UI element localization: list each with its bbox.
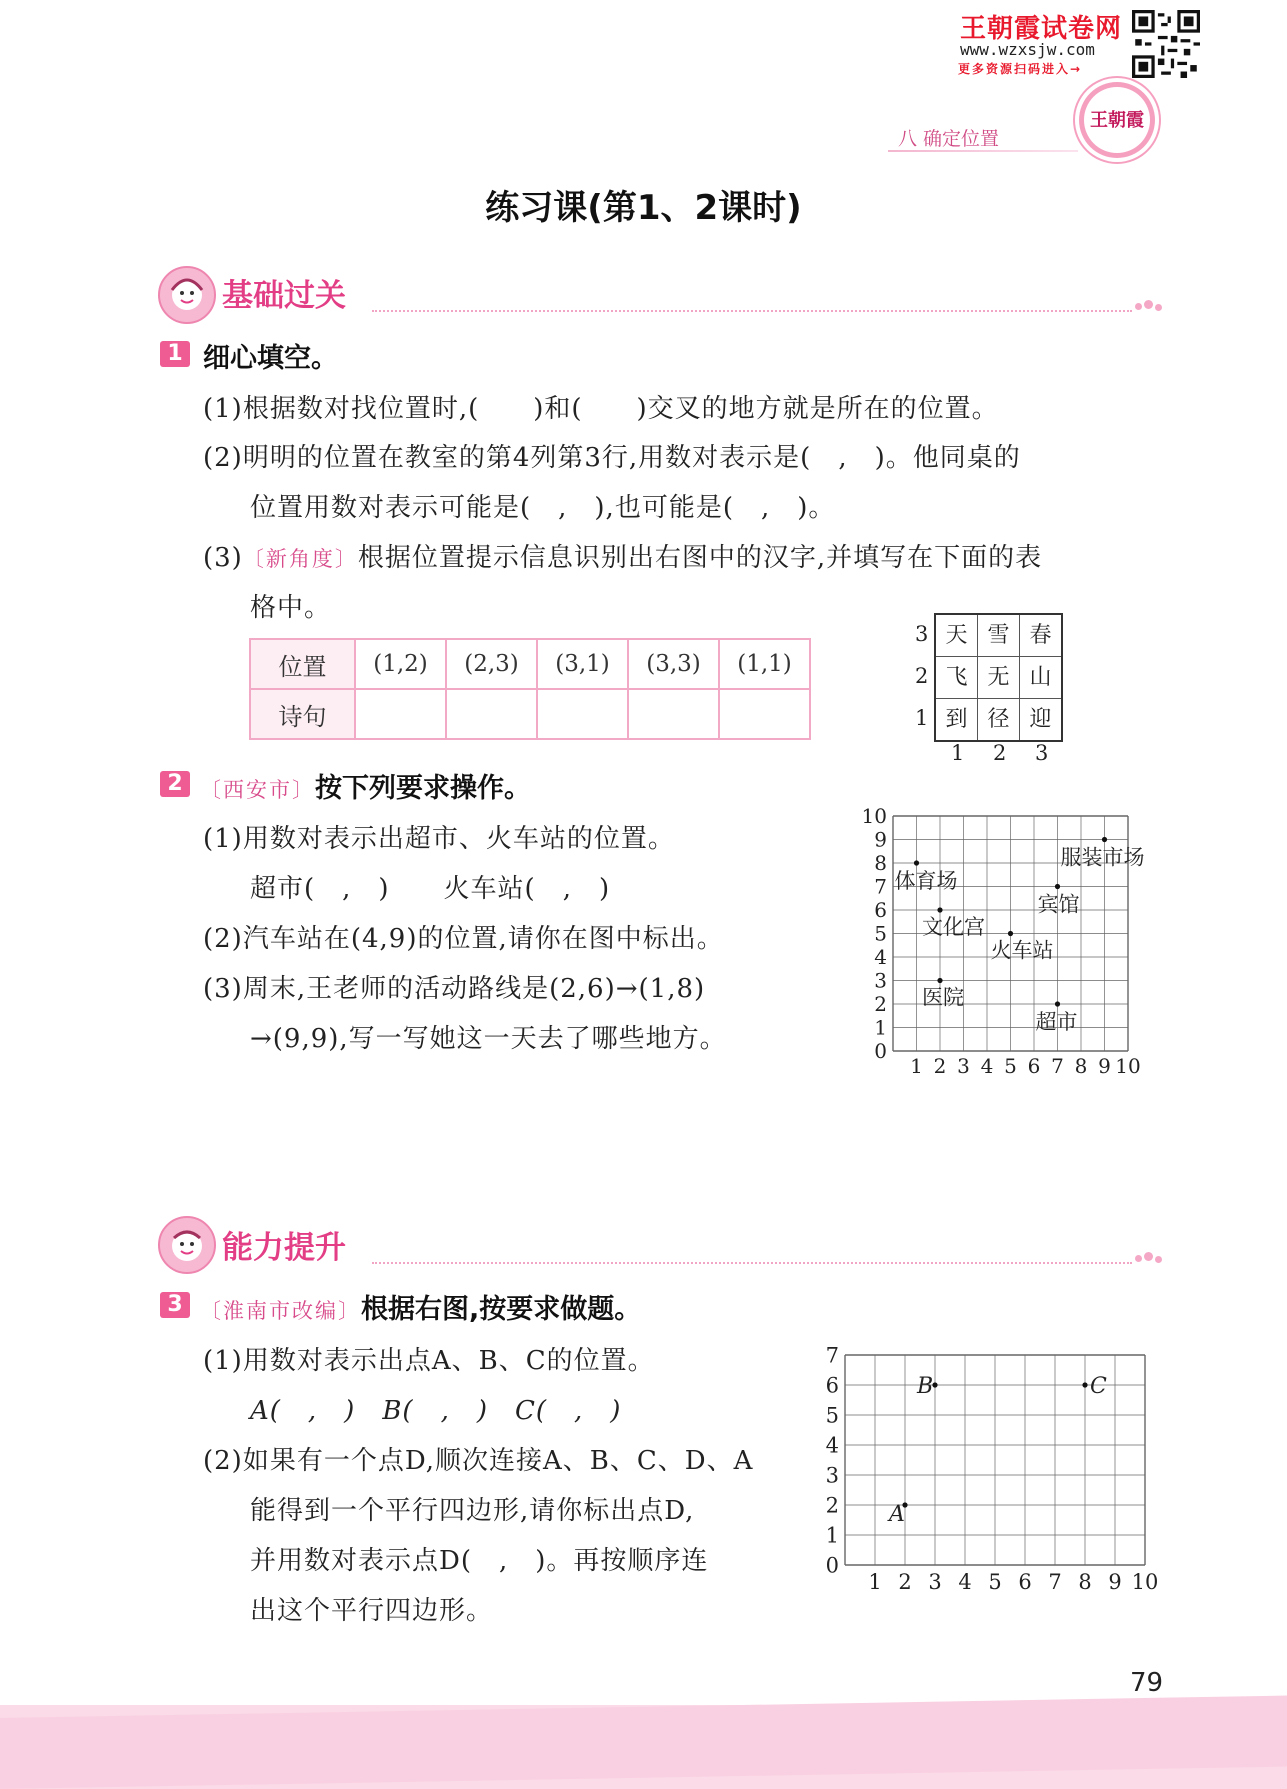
q3-part2-line2: 能得到一个平行四边形,请你标出点D,: [250, 1496, 695, 1526]
point-label: B: [917, 1374, 934, 1399]
q1-part2-line2: 位置用数对表示可能是( , ),也可能是( , )。: [250, 493, 836, 523]
y-tick-label: 6: [874, 898, 887, 922]
section-title-basic: 基础过关: [222, 278, 346, 314]
row-label: 1: [915, 706, 929, 730]
grid-char: 迎: [1029, 707, 1052, 732]
answer-cell[interactable]: [355, 689, 446, 739]
grid-char: 春: [1029, 623, 1052, 648]
map-grid-chart: [860, 800, 1160, 1090]
chapter-label: 八 确定位置: [898, 128, 1000, 150]
brand-name: 王朝霞试卷网: [960, 14, 1123, 44]
point-label: 医院: [922, 985, 964, 1010]
table-head-position: 位置: [250, 639, 355, 689]
point-label: C: [1090, 1374, 1107, 1399]
answer-cell[interactable]: [446, 689, 537, 739]
x-tick-label: 4: [958, 1570, 972, 1594]
x-tick-label: 1: [910, 1054, 923, 1078]
answer-cell[interactable]: [537, 689, 628, 739]
page-number: 79: [1130, 1668, 1164, 1698]
y-tick-label: 4: [874, 945, 887, 969]
row-label: 2: [915, 664, 929, 688]
q3-part1-answers: A( , ) B( , ) C( , ): [250, 1396, 622, 1426]
q1-part3-line2: 格中。: [250, 593, 332, 623]
y-tick-label: 5: [874, 921, 887, 946]
point-label: A: [889, 1502, 905, 1527]
cartoon-girl-icon: [158, 266, 216, 324]
point-label: 宾馆: [1037, 892, 1080, 917]
new-angle-tag: 〔新角度〕: [242, 547, 358, 571]
page-title: 练习课(第1、2课时): [485, 188, 802, 228]
grid-char: 径: [987, 707, 1010, 732]
y-tick-label: 0: [825, 1553, 839, 1578]
table-row: [250, 639, 810, 689]
y-tick-label: 1: [825, 1523, 839, 1548]
position-cell: (1,2): [355, 639, 446, 689]
x-tick-label: 10: [1131, 1570, 1159, 1594]
point-label: 火车站: [990, 938, 1054, 963]
x-tick-label: 4: [980, 1054, 994, 1078]
decorative-dots-icon: [1135, 1252, 1165, 1266]
col-label: 3: [1035, 741, 1049, 765]
data-point: [1055, 884, 1060, 889]
y-tick-label: 2: [874, 992, 887, 1016]
data-point: [932, 1382, 937, 1387]
grid-char: 到: [945, 707, 968, 732]
section-title-advanced: 能力提升: [222, 1230, 346, 1266]
position-cell: (2,3): [446, 639, 537, 689]
grid-char: 无: [987, 665, 1010, 690]
q3-part2-line4: 出这个平行四边形。: [250, 1596, 494, 1626]
data-point: [1102, 837, 1107, 842]
y-tick-label: 4: [825, 1433, 839, 1458]
point-label: 服装市场: [1060, 845, 1145, 870]
character-grid: [934, 613, 1063, 742]
y-tick-label: 10: [861, 804, 887, 828]
y-tick-label: 7: [825, 1343, 839, 1368]
q1-part3-line1: [203, 537, 1042, 574]
grid-char: 山: [1029, 665, 1052, 690]
x-tick-label: 6: [1018, 1570, 1032, 1594]
q3-part1: (1)用数对表示出点A、B、C的位置。: [203, 1346, 655, 1376]
q1-part3-text: 根据位置提示信息识别出右图中的汉字,并填写在下面的表: [357, 543, 1043, 573]
brand-seal-logo: [1075, 78, 1159, 162]
question-title: 细心填空。: [203, 343, 338, 374]
table-head-verse: 诗句: [250, 689, 355, 739]
data-point: [1082, 1382, 1087, 1387]
data-point: [1008, 931, 1013, 936]
x-tick-label: 9: [1108, 1570, 1122, 1594]
x-tick-label: 5: [988, 1570, 1002, 1594]
question-number: 1: [160, 341, 190, 367]
grid-char: 飞: [945, 665, 968, 690]
x-tick-label: 9: [1098, 1054, 1111, 1078]
q2-title-text: 按下列要求操作。: [315, 773, 531, 804]
answer-cell[interactable]: [719, 689, 810, 739]
chapter-underline: [888, 150, 1078, 152]
x-tick-label: 3: [957, 1054, 970, 1078]
q3-title-text: 根据右图,按要求做题。: [361, 1294, 642, 1325]
decorative-dots-icon: [1135, 300, 1165, 314]
point-label: 超市: [1035, 1010, 1078, 1034]
position-cell: (1,1): [719, 639, 810, 689]
seal-text: 王朝霞: [1090, 110, 1144, 131]
x-tick-label: 3: [928, 1570, 942, 1594]
position-cell: (3,3): [628, 639, 719, 689]
qr-code-icon[interactable]: [1132, 10, 1200, 78]
q2-part3-line1: (3)周末,王老师的活动路线是(2,6)→(1,8): [203, 974, 706, 1004]
brand-url[interactable]: www.wzxsjw.com: [960, 40, 1095, 59]
q1-part3-prefix: (3): [203, 543, 243, 573]
data-point: [937, 978, 942, 983]
region-tag: 〔淮南市改编〕: [200, 1299, 361, 1323]
point-label: 体育场: [894, 869, 958, 893]
question-title: [200, 766, 531, 805]
x-tick-label: 10: [1115, 1054, 1141, 1078]
q2-part3-line2: →(9,9),写一写她这一天去了哪些地方。: [250, 1024, 727, 1054]
x-tick-label: 7: [1048, 1570, 1062, 1594]
q3-part2-line1: (2)如果有一个点D,顺次连接A、B、C、D、A: [203, 1446, 754, 1476]
y-tick-label: 8: [874, 851, 887, 875]
q3-part2-line3: 并用数对表示点D( , )。再按顺序连: [250, 1546, 709, 1576]
y-tick-label: 7: [874, 874, 887, 899]
grid-char: 天: [945, 623, 968, 648]
x-tick-label: 2: [933, 1054, 947, 1078]
point-label: 文化宫: [922, 915, 985, 939]
y-tick-label: 2: [825, 1493, 839, 1518]
brand-scan-hint: 更多资源扫码进入→: [958, 62, 1083, 76]
y-tick-label: 9: [874, 827, 887, 852]
question-title: [200, 1287, 641, 1326]
data-point: [914, 860, 919, 865]
x-tick-label: 5: [1004, 1054, 1017, 1078]
x-tick-label: 8: [1074, 1054, 1088, 1078]
x-tick-label: 8: [1078, 1570, 1092, 1594]
q1-part1: (1)根据数对找位置时,( )和( )交叉的地方就是所在的位置。: [203, 394, 999, 424]
cartoon-boy-icon: [158, 1216, 216, 1274]
section-divider: [372, 1262, 1132, 1264]
y-tick-label: 0: [874, 1039, 887, 1063]
y-tick-label: 3: [874, 968, 887, 993]
col-label: 2: [993, 741, 1007, 765]
question-number: 3: [160, 1292, 190, 1318]
x-tick-label: 6: [1027, 1054, 1041, 1078]
q2-part1: (1)用数对表示出超市、火车站的位置。: [203, 824, 675, 854]
q2-part2: (2)汽车站在(4,9)的位置,请你在图中标出。: [203, 924, 724, 954]
x-tick-label: 7: [1051, 1054, 1064, 1078]
region-tag: 〔西安市〕: [200, 778, 315, 802]
x-tick-label: 2: [898, 1570, 912, 1594]
x-tick-label: 1: [868, 1570, 882, 1594]
position-cell: (3,1): [537, 639, 628, 689]
data-point: [1055, 1001, 1060, 1006]
y-tick-label: 5: [825, 1403, 839, 1428]
point-grid-chart: [815, 1335, 1165, 1600]
answer-cell[interactable]: [628, 689, 719, 739]
data-point: [937, 907, 942, 912]
section-divider: [372, 310, 1132, 312]
q2-part1-answers: 超市( , ) 火车站( , ): [250, 874, 611, 904]
question-number: 2: [160, 771, 190, 797]
q1-part2-line1: (2)明明的位置在教室的第4列第3行,用数对表示是( , )。他同桌的: [203, 443, 1021, 473]
poem-table: [249, 638, 811, 740]
table-row: [250, 689, 810, 739]
y-tick-label: 3: [825, 1463, 839, 1488]
row-label: 3: [915, 622, 929, 646]
grid-char: 雪: [987, 623, 1010, 648]
y-tick-label: 6: [825, 1373, 839, 1398]
col-label: 1: [951, 741, 965, 765]
y-tick-label: 1: [874, 1015, 887, 1040]
